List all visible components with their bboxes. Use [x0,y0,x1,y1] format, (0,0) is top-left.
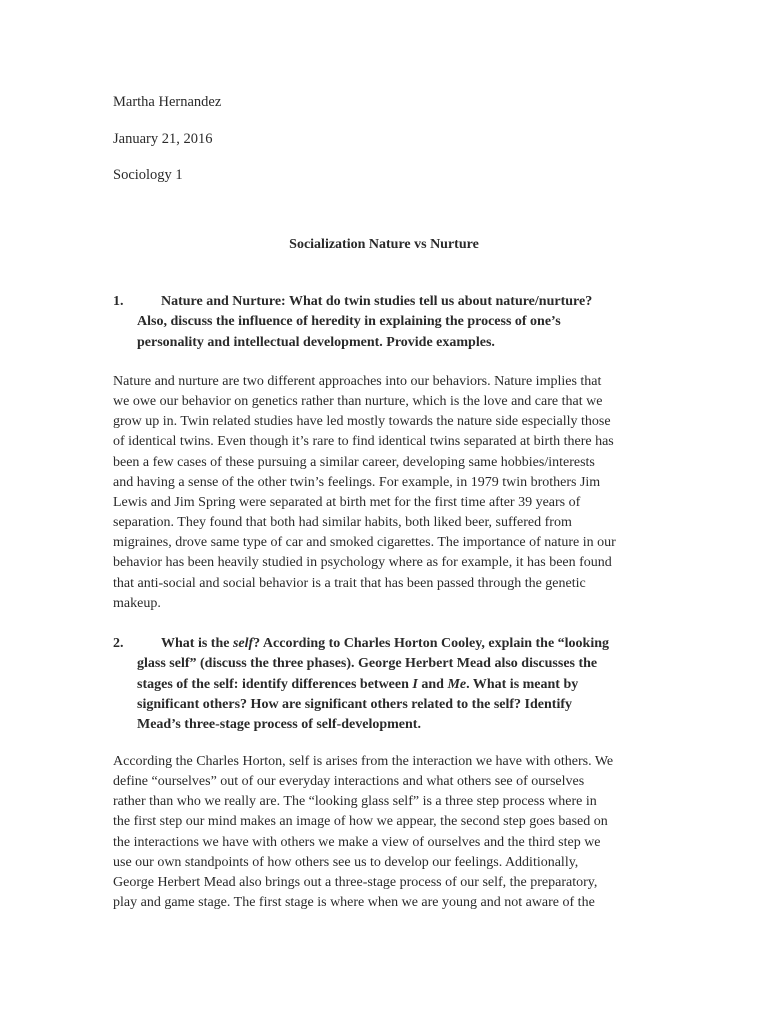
answer-1-line: migraines, drove same type of car and smoked cigarettes. The importance of nature in our [113,535,616,551]
answer-1-line: that anti-social and social behavior is a trait that has been passed through the genetic [113,575,586,591]
answer-2-line: the interactions we have with others we make a view of ourselves and the third step we [113,834,601,850]
answer-1-line: separation. They found that both had similar habits, both liked beer, suffered from [113,515,572,531]
question-2-text: and [417,676,448,692]
question-2-emphasis: self [232,636,254,651]
question-1-line: personality and intellectual development. Provide examples. [137,334,495,350]
question-2-text: . What is meant by [466,676,579,692]
course-name: Sociology 1 [113,167,183,183]
question-2-line [113,675,643,695]
answer-2-line: According the Charles Horton, self is arises from the interaction we have with others. We [113,754,614,769]
answer-1-line: of identical twins. Even though it’s rare to find identical twins separated at birth there has [113,434,614,450]
answer-1-line: and having a sense of the other twin’s feelings. For example, in 1979 twin brothers Jim [113,474,601,490]
question-1-line: Nature and Nurture: What do twin studies tell us about nature/nurture? [161,294,593,309]
answer-2-line: define “ourselves” out of our everyday interactions and what others see of ourselves [113,774,585,790]
question-2-text: What is the [161,636,233,651]
question-2-emphasis: Me [447,676,467,692]
answer-1-line: been a few cases of these pursuing a similar career, developing same hobbies/interests [113,454,595,470]
document-date: January 21, 2016 [113,131,213,147]
question-1-line: Also, discuss the influence of heredity in explaining the process of one’s [137,314,561,330]
question-1-number: 1. [113,294,124,309]
answer-1-line: Nature and nurture are two different approaches into our behaviors. Nature implies that [113,374,602,389]
question-2-text: stages of the self: identify differences between [137,676,413,692]
answer-1-line: grow up in. Twin related studies have led mostly towards the nature side especially those [113,414,611,430]
answer-1-line: Lewis and Jim Spring were separated at birth met for the first time after 39 years of [113,494,581,510]
answer-2-line: the first step our mind makes an image of how we appear, the second step goes based on [113,814,608,830]
answer-1-paragraph [113,372,643,614]
question-2-text: ? According to Charles Horton Cooley, explain the “looking [253,636,610,651]
answer-2-paragraph [113,752,643,913]
answer-2-line: use our own standpoints of how others see us to develop our feelings. Additionally, [113,854,579,870]
answer-1-line: behavior has been heavily studied in psychology where as for example, it has been found [113,555,612,571]
question-2 [113,634,643,735]
question-2-line: Mead’s three-stage process of self-development. [137,717,421,733]
question-2-emphasis: I [412,676,418,692]
document-title: Socialization Nature vs Nurture [289,237,479,252]
question-1 [113,292,643,353]
question-2-line [113,634,643,654]
answer-2-line: George Herbert Mead also brings out a three-stage process of our self, the preparatory, [113,874,598,890]
answer-1-line: makeup. [113,595,161,611]
question-2-line: significant others? How are significant others related to the self? Identify [137,696,572,712]
answer-2-line: rather than who we really are. The “looking glass self” is a three step process where in [113,794,597,810]
question-2-line: glass self” (discuss the three phases). George Herbert Mead also discusses the [137,656,598,672]
answer-2-line: play and game stage. The first stage is where when we are young and not aware of the [113,895,595,911]
answer-1-line: we owe our behavior on genetics rather than nurture, which is the love and care that we [113,394,603,410]
author-name: Martha Hernandez [113,94,222,110]
question-2-number: 2. [113,636,124,651]
